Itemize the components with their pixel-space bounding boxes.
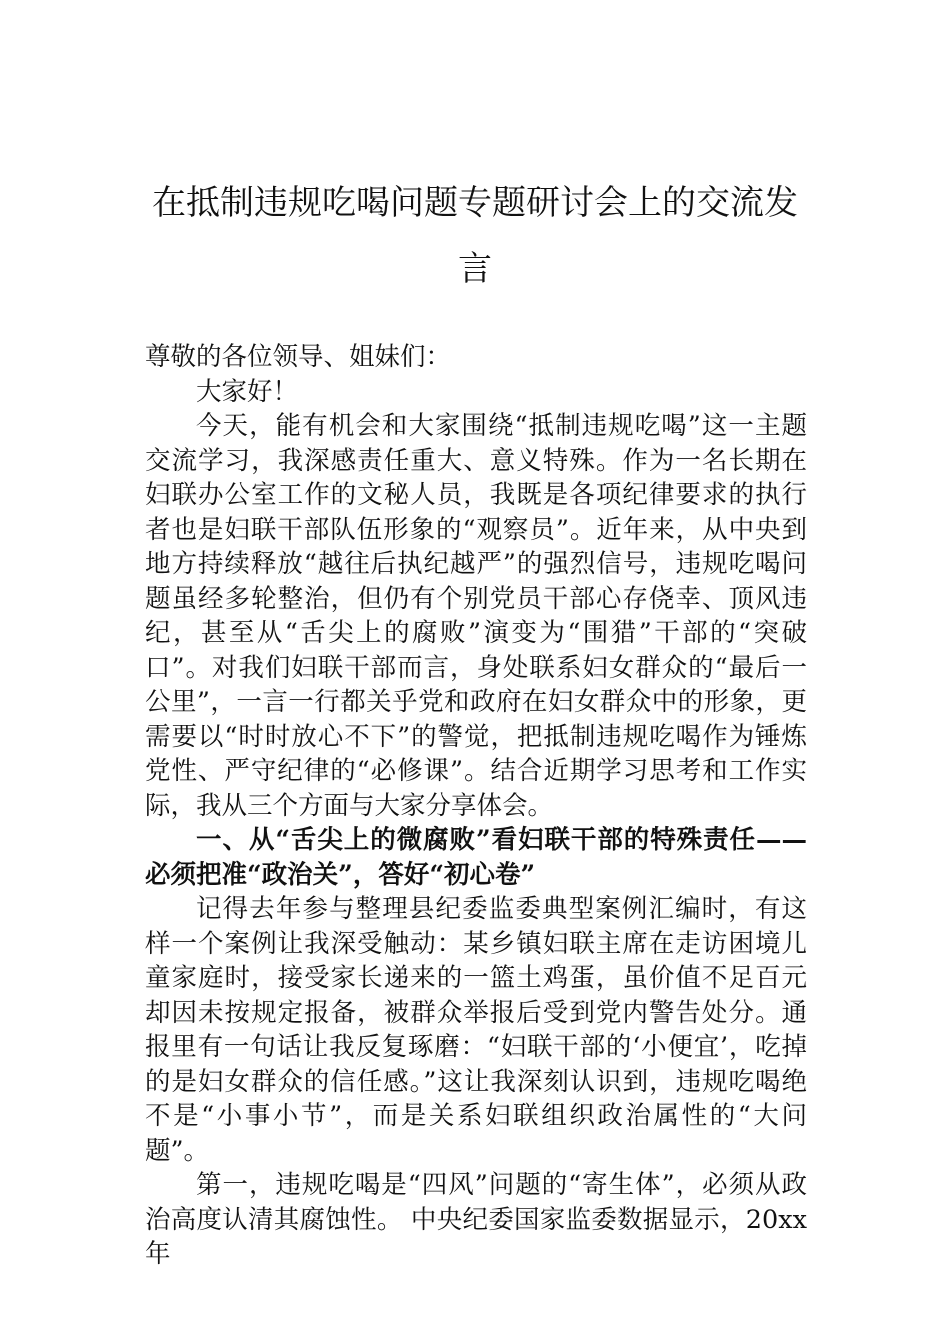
paragraph-case: 记得去年参与整理县纪委监委典型案例汇编时，有这样一个案例让我深受触动：某乡镇妇联主席在走访困境儿童家庭时，接受家长递来的一篮土鸡蛋，虽价值不足百元却因未按规定报备，被群众举报后受到党内警告处分。通报里有一句话让我反复琢磨：“妇联干部的‘小便宜’，吃掉的是妇女群众的信任感。”这让我深刻认识到，违规吃喝绝不是“小事小节”，而是关系妇联组织政治属性的“大问题”。 (145, 894, 807, 1166)
section-heading-1: 一、从“舌尖上的微腐败”看妇联干部的特殊责任——必须把准“政治关”，答好“初心卷” (145, 825, 807, 890)
document-title: 在抵制违规吃喝问题专题研讨会上的交流发言 (152, 183, 798, 289)
salutation: 尊敬的各位领导、姐妹们： (145, 342, 452, 372)
paragraph-first-point: 第一，违规吃喝是“四风”问题的“寄生体”，必须从政治高度认清其腐蚀性。 中央纪委国家监委数据显示，20xx 年 (145, 1170, 807, 1269)
document-body (145, 340, 807, 1272)
greeting: 大家好！ (196, 376, 299, 407)
paragraph-intro: 今天，能有机会和大家围绕“抵制违规吃喝”这一主题交流学习，我深感责任重大、意义特殊。作为一名长期在妇联办公室工作的文秘人员，我既是各项纪律要求的执行者也是妇联干部队伍形象的“观察员”。近年来，从中央到地方持续释放“越往后执纪越严”的强烈信号，违规吃喝问题虽经多轮整治，但仍有个别党员干部心存侥幸、顶风违纪，甚至从“舌尖上的腐败”演变为“围猎”干部的“突破口”。对我们妇联干部而言，身处联系妇女群众的“最后一公里”，一言一行都关乎党和政府在妇女群众中的形象，更需要以“时时放心不下”的警觉，把抵制违规吃喝作为锤炼党性、严守纪律的“必修课”。结合近期学习思考和工作实际，我从三个方面与大家分享体会。 (145, 411, 807, 821)
